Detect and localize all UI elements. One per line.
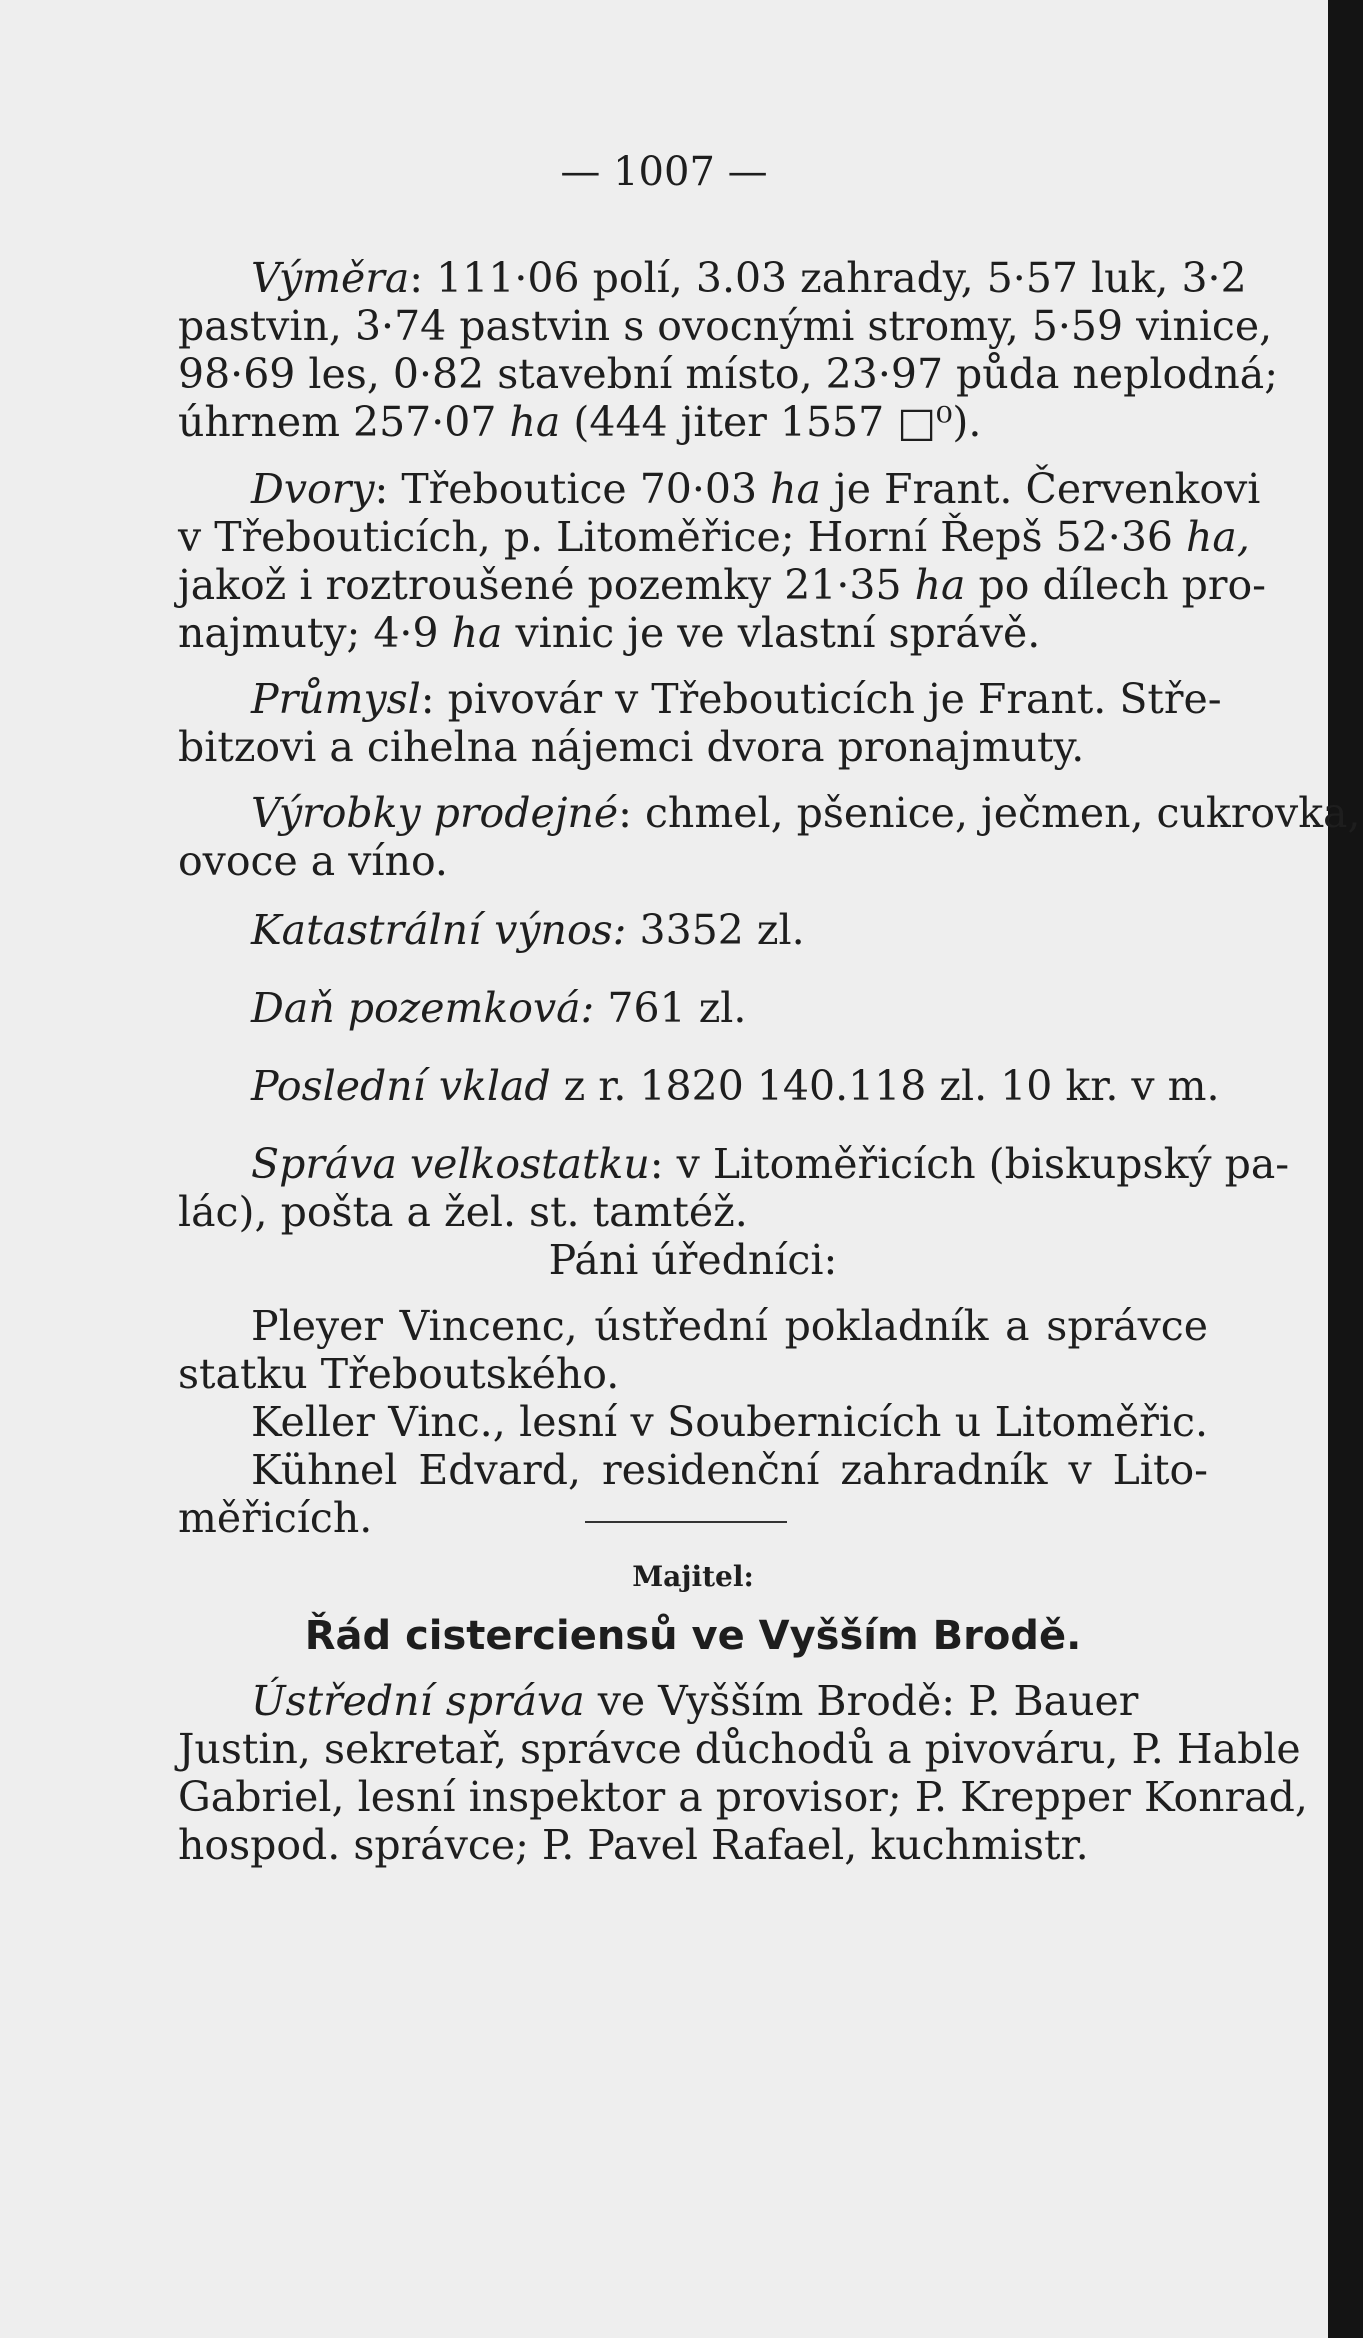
urednik-line-4: Kühnel Edvard, residenční zahradník v Lito- (251, 1446, 1208, 1494)
prumysl-label: Průmysl (251, 675, 421, 723)
vymera-label: Výměra (251, 254, 410, 302)
prumysl-line-1: Průmysl: pivovár v Třebouticích je Frant. Stře- (251, 675, 1222, 723)
vyrobky-label: Výrobky prodejné (251, 789, 619, 837)
dan-label: Daň pozemková: (251, 984, 595, 1032)
dvory-line-2: v Třebouticích, p. Litoměřice; Horní Řepš 52·36 ha, (178, 513, 1250, 561)
ustredni-line-3: Gabriel, lesní inspektor a provisor; P. Krepper Konrad, (178, 1773, 1308, 1821)
prumysl-line-2: bitzovi a cihelna nájemci dvora pronajmuty. (178, 723, 1085, 771)
vymera-line-1: Výměra: 111·06 polí, 3.03 zahrady, 5·57 luk, 3·2 (251, 254, 1247, 302)
urednik-line-3: Keller Vinc., lesní v Soubernicích u Litoměřic. (251, 1398, 1208, 1446)
vymera-line-2: pastvin, 3·74 pastvin s ovocnými stromy, 5·59 vinice, (178, 302, 1273, 350)
ustredni-line-4: hospod. správce; P. Pavel Rafael, kuchmistr. (178, 1821, 1089, 1869)
ustredni-line-2: Justin, sekretař, správce důchodů a pivováru, P. Hable (178, 1725, 1301, 1773)
dvory-label: Dvory (251, 465, 375, 513)
dan-line: Daň pozemková: 761 zl. (251, 984, 747, 1032)
dvory-line-4: najmuty; 4·9 ha vinic je ve vlastní správě. (178, 609, 1041, 657)
urednik-line-2: statku Třeboutského. (178, 1350, 620, 1398)
sprava-line-2: lác), pošta a žel. st. tamtéž. (178, 1188, 748, 1236)
section-divider (585, 1521, 787, 1523)
vyrobky-line-2: ovoce a víno. (178, 837, 448, 885)
vklad-label: Poslední vklad (251, 1062, 551, 1110)
urednik-line-1: Pleyer Vincenc, ústřední pokladník a správce (251, 1302, 1208, 1350)
vymera-line-4: úhrnem 257·07 ha (444 jiter 1557 □⁰). (178, 398, 982, 446)
katastralni-label: Katastrální výnos: (251, 906, 627, 954)
katastralni-line: Katastrální výnos: 3352 zl. (251, 906, 805, 954)
vyrobky-line-1: Výrobky prodejné: chmel, pšenice, ječmen, cukrovka, (251, 789, 1361, 837)
vklad-line: Poslední vklad z r. 1820 140.118 zl. 10 kr. v m. (251, 1062, 1220, 1110)
dvory-line-3: jakož i roztroušené pozemky 21·35 ha po dílech pro- (178, 561, 1267, 609)
dvory-line-1: Dvory: Třeboutice 70·03 ha je Frant. Červenkovi (251, 465, 1261, 513)
page-number: — 1007 — (560, 149, 768, 195)
sprava-line-1: Správa velkostatku: v Litoměřicích (biskupský pa- (251, 1140, 1290, 1188)
sprava-label: Správa velkostatku (251, 1140, 650, 1188)
owner-title: Řád cisterciensů ve Vyšším Brodě. (304, 1613, 1082, 1659)
urednici-heading: Páni úředníci: (548, 1236, 838, 1284)
ustredni-line-1: Ústřední správa ve Vyšším Brodě: P. Bauer (251, 1677, 1139, 1725)
urednik-line-5: měřicích. (178, 1494, 373, 1542)
ustredni-label: Ústřední správa (251, 1677, 585, 1725)
vymera-line-3: 98·69 les, 0·82 stavební místo, 23·97 půda neplodná; (178, 350, 1279, 398)
majitel-label: Majitel: (632, 1560, 754, 1593)
